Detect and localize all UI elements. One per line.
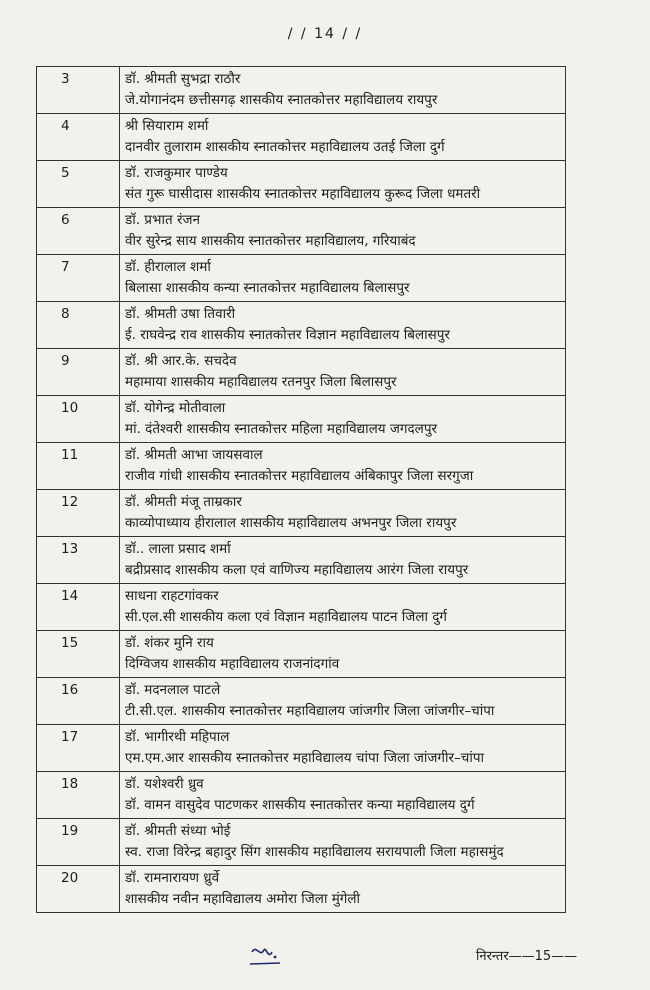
serial-number: 6	[37, 208, 120, 255]
serial-number: 14	[37, 584, 120, 631]
college-name: मां. दंतेश्वरी शासकीय स्नातकोत्तर महिला महाविद्यालय जगदलपुर	[125, 421, 438, 437]
serial-number: 18	[37, 772, 120, 819]
college-name: स्व. राजा विरेन्द्र बहादुर सिंग शासकीय महाविद्यालय सरायपाली जिला महासमुंद	[125, 844, 504, 860]
entry-details	[120, 349, 566, 396]
member-name: डॉ. श्री आर.के. सचदेव	[125, 353, 237, 369]
table-row	[37, 631, 566, 678]
table-row	[37, 396, 566, 443]
entry-details	[120, 772, 566, 819]
table-row	[37, 349, 566, 396]
serial-number: 5	[37, 161, 120, 208]
continued-note: निरन्तर——15——	[476, 949, 578, 964]
serial-number: 4	[37, 114, 120, 161]
entry-details	[120, 490, 566, 537]
college-name: सी.एल.सी शासकीय कला एवं विज्ञान महाविद्यालय पाटन जिला दुर्ग	[125, 609, 448, 625]
college-name: काव्योपाध्याय हीरालाल शासकीय महाविद्यालय अभनपुर जिला रायपुर	[125, 515, 457, 531]
serial-number: 12	[37, 490, 120, 537]
entry-details	[120, 631, 566, 678]
member-name: डॉ. श्रीमती आभा जायसवाल	[125, 447, 263, 463]
college-name: शासकीय नवीन महाविद्यालय अमोरा जिला मुंगेली	[125, 891, 361, 907]
member-name: साधना राहटगांवकर	[125, 588, 219, 604]
table-row	[37, 678, 566, 725]
table-row	[37, 208, 566, 255]
member-name: डॉ. श्रीमती उषा तिवारी	[125, 306, 236, 322]
table-row	[37, 584, 566, 631]
member-name: डॉ. हीरालाल शर्मा	[125, 259, 211, 275]
signature	[246, 940, 286, 970]
serial-number: 15	[37, 631, 120, 678]
table-row	[37, 302, 566, 349]
entry-details	[120, 255, 566, 302]
entry-details	[120, 67, 566, 114]
serial-number: 16	[37, 678, 120, 725]
college-name: डॉ. वामन वासुदेव पाटणकर शासकीय स्नातकोत्तर कन्या महाविद्यालय दुर्ग	[125, 797, 475, 813]
entry-details	[120, 537, 566, 584]
entry-details	[120, 114, 566, 161]
serial-number: 9	[37, 349, 120, 396]
member-name: श्री सियाराम शर्मा	[125, 118, 209, 134]
entry-details	[120, 208, 566, 255]
entry-details	[120, 725, 566, 772]
entry-details	[120, 866, 566, 913]
member-name: डॉ. शंकर मुनि राय	[125, 635, 214, 651]
member-name: डॉ. यशेश्वरी ध्रुव	[125, 776, 204, 792]
entry-details	[120, 161, 566, 208]
table-row	[37, 725, 566, 772]
member-name: डॉ. श्रीमती संध्या भोई	[125, 823, 231, 839]
member-name: डॉ. भागीरथी महिपाल	[125, 729, 230, 745]
page-number: / / 14 / /	[287, 26, 363, 42]
serial-number: 20	[37, 866, 120, 913]
serial-number: 13	[37, 537, 120, 584]
table-row	[37, 114, 566, 161]
member-name: डॉ. श्रीमती मंजू ताम्रकार	[125, 494, 242, 510]
college-name: ई. राघवेन्द्र राव शासकीय स्नातकोत्तर विज्ञान महाविद्यालय बिलासपुर	[125, 327, 450, 343]
table-row	[37, 819, 566, 866]
table-row	[37, 161, 566, 208]
serial-number: 11	[37, 443, 120, 490]
college-name: वीर सुरेन्द्र साय शासकीय स्नातकोत्तर महाविद्यालय, गरियाबंद	[125, 233, 416, 249]
college-name: दानवीर तुलाराम शासकीय स्नातकोत्तर महाविद्यालय उतई जिला दुर्ग	[125, 139, 445, 155]
member-name: डॉ. श्रीमती सुभद्रा राठौर	[125, 71, 241, 87]
member-list-table	[36, 66, 566, 913]
table-row	[37, 537, 566, 584]
member-name: डॉ. रामनारायण ध्रुर्वे	[125, 870, 220, 886]
serial-number: 3	[37, 67, 120, 114]
college-name: जे.योगानंदम छत्तीसगढ़ शासकीय स्नातकोत्तर महाविद्यालय रायपुर	[125, 92, 438, 108]
serial-number: 17	[37, 725, 120, 772]
serial-number: 19	[37, 819, 120, 866]
entry-details	[120, 819, 566, 866]
entry-details	[120, 584, 566, 631]
table-row	[37, 67, 566, 114]
college-name: राजीव गांधी शासकीय स्नातकोत्तर महाविद्यालय अंबिकापुर जिला सरगुजा	[125, 468, 474, 484]
college-name: महामाया शासकीय महाविद्यालय रतनपुर जिला बिलासपुर	[125, 374, 397, 390]
college-name: बद्रीप्रसाद शासकीय कला एवं वाणिज्य महाविद्यालय आरंग जिला रायपुर	[125, 562, 469, 578]
table-row	[37, 866, 566, 913]
college-name: संत गुरू घासीदास शासकीय स्नातकोत्तर महाविद्यालय कुरूद जिला धमतरी	[125, 186, 481, 202]
college-name: दिग्विजय शासकीय महाविद्यालय राजनांदगांव	[125, 656, 340, 672]
serial-number: 10	[37, 396, 120, 443]
college-name: बिलासा शासकीय कन्या स्नातकोत्तर महाविद्यालय बिलासपुर	[125, 280, 410, 296]
entry-details	[120, 678, 566, 725]
table-row	[37, 443, 566, 490]
member-name: डॉ. मदनलाल पाटले	[125, 682, 221, 698]
table-row	[37, 772, 566, 819]
member-name: डॉ.. लाला प्रसाद शर्मा	[125, 541, 231, 557]
entry-details	[120, 396, 566, 443]
table-row	[37, 490, 566, 537]
college-name: एम.एम.आर शासकीय स्नातकोत्तर महाविद्यालय चांपा जिला जांजगीर–चांपा	[125, 750, 485, 766]
entry-details	[120, 302, 566, 349]
member-name: डॉ. राजकुमार पाण्डेय	[125, 165, 228, 181]
table-row	[37, 255, 566, 302]
serial-number: 7	[37, 255, 120, 302]
member-name: डॉ. प्रभात रंजन	[125, 212, 200, 228]
member-name: डॉ. योगेन्द्र मोतीवाला	[125, 400, 226, 416]
college-name: टी.सी.एल. शासकीय स्नातकोत्तर महाविद्यालय जांजगीर जिला जांजगीर–चांपा	[125, 703, 495, 719]
serial-number: 8	[37, 302, 120, 349]
entry-details	[120, 443, 566, 490]
